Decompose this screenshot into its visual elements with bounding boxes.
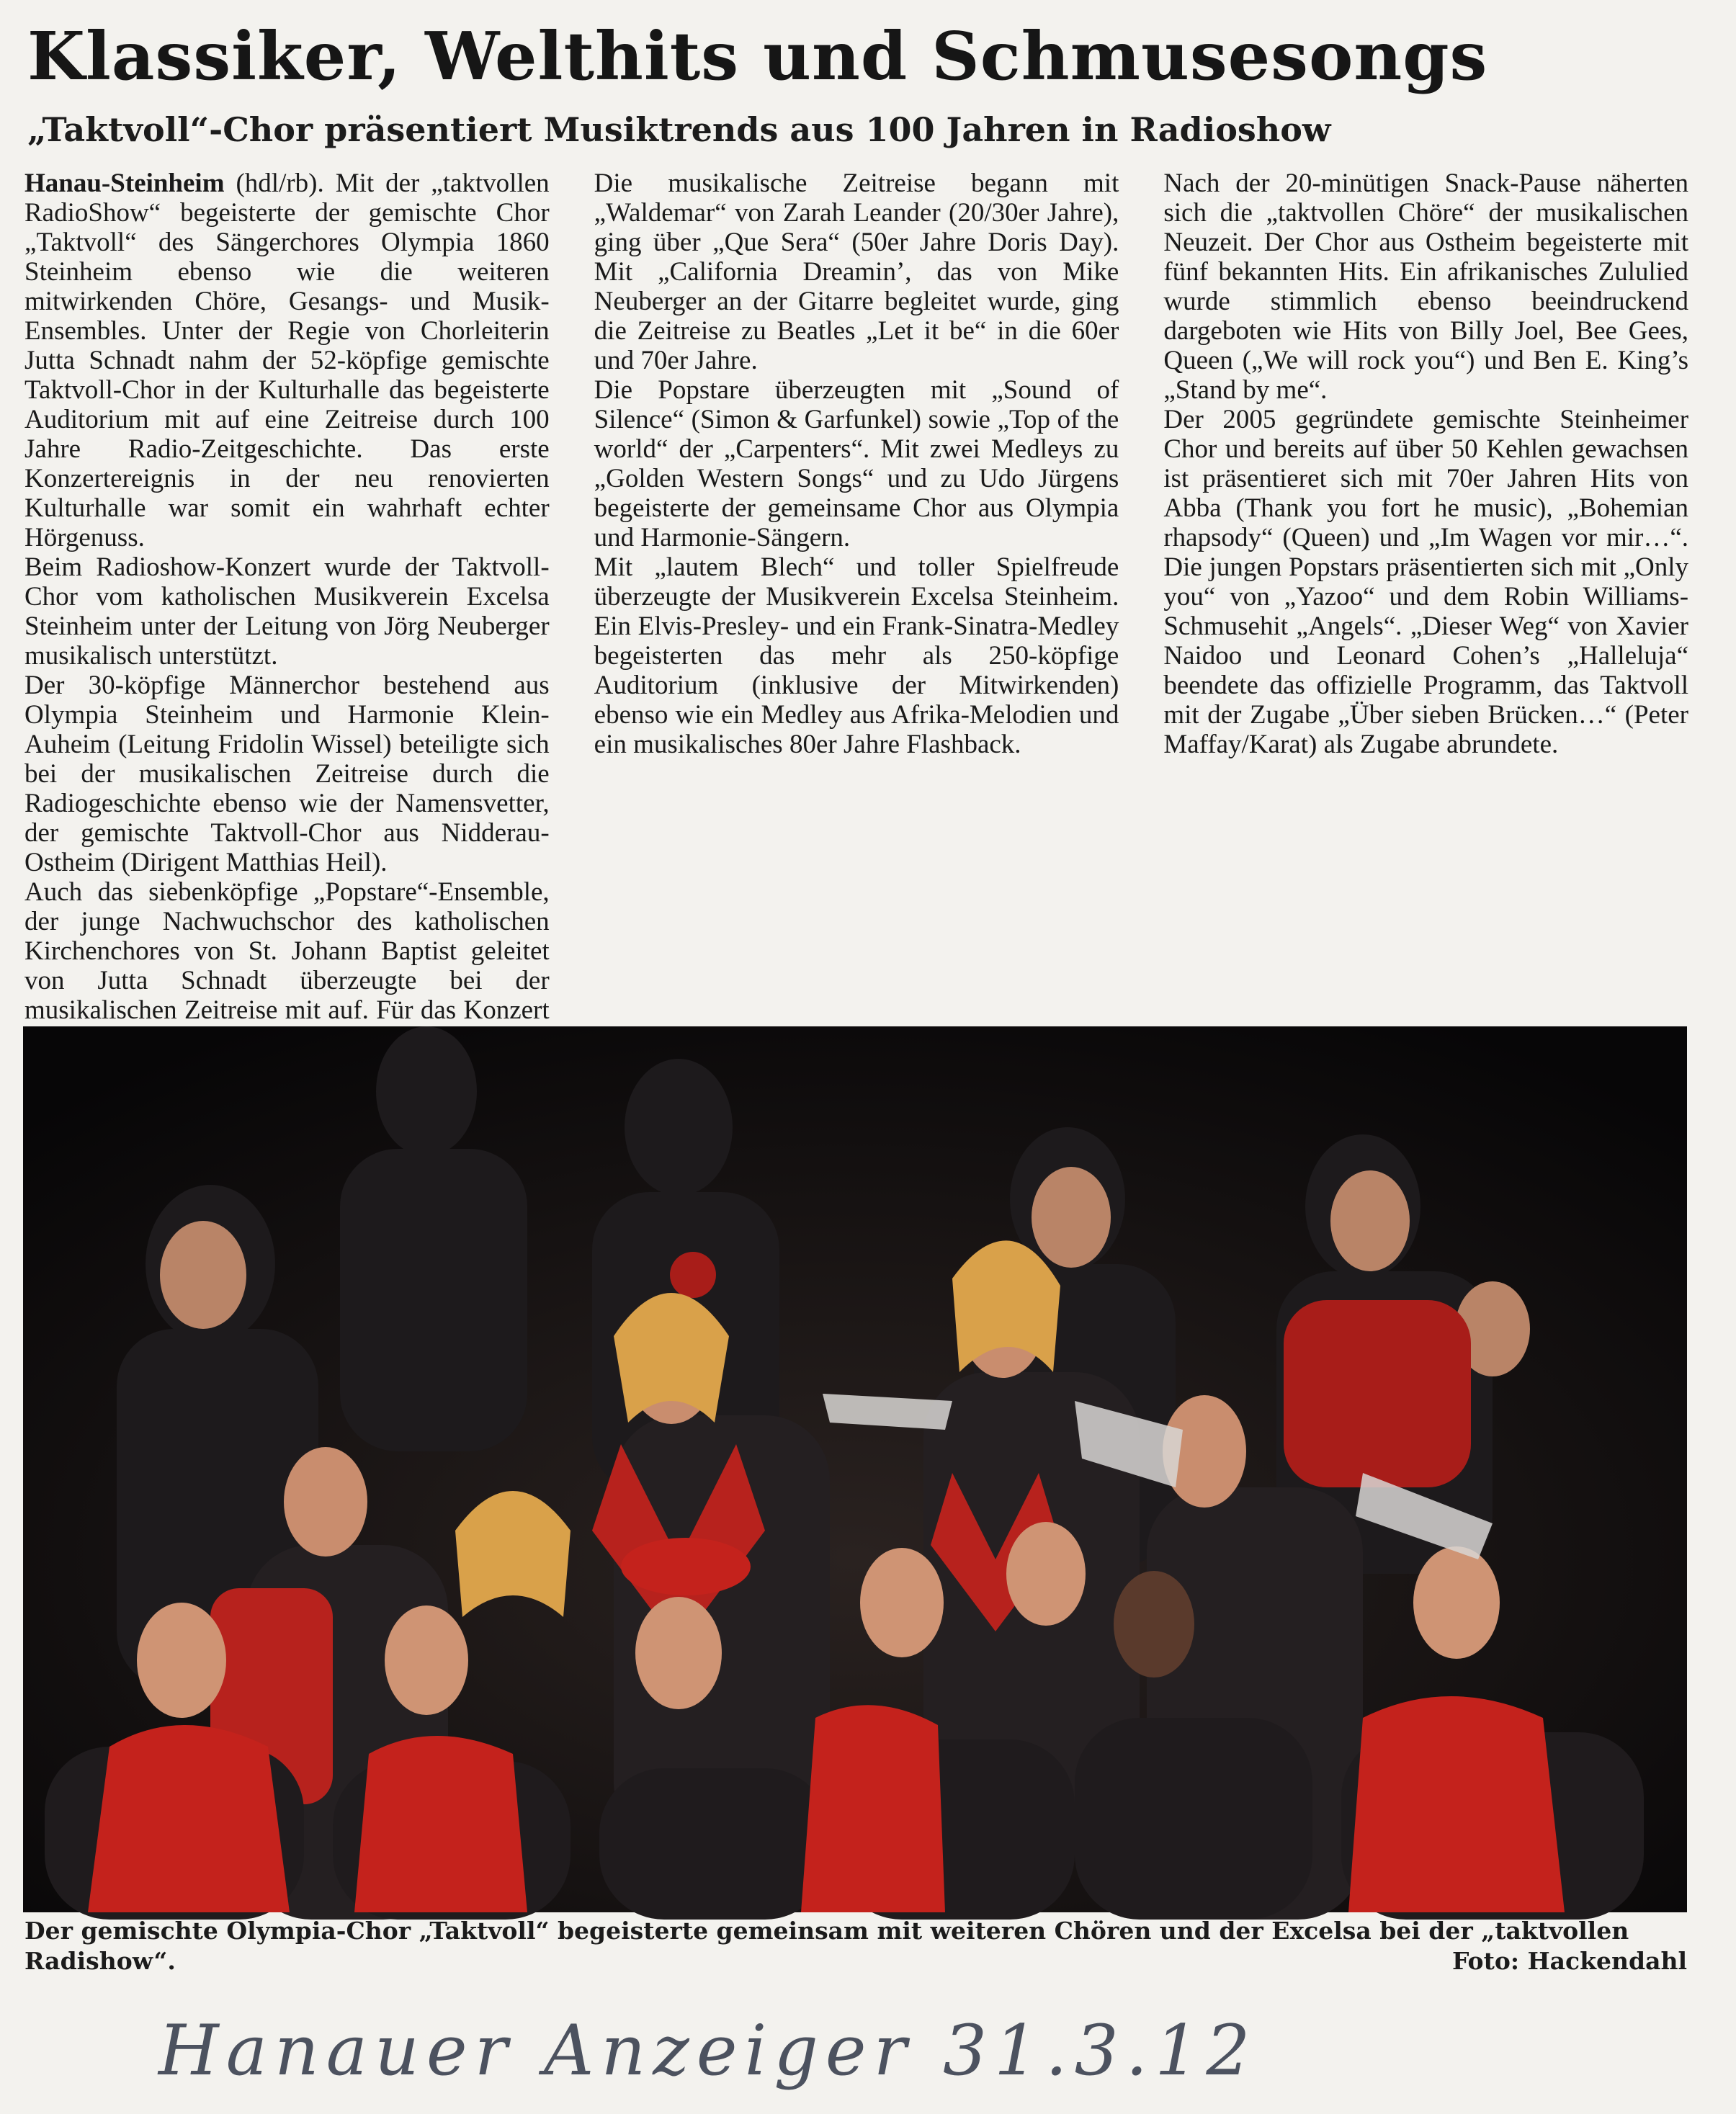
paragraph xyxy=(24,169,550,552)
paragraph: Beim Radioshow-Konzert wurde der Taktvoll-Chor vom katholischen Musikverein Excelsa Steinheim unter der Leitung von Jörg Neuberger musikalisch unterstützt. xyxy=(24,552,550,671)
photo-caption: Der gemischte Olympia-Chor „Taktvoll“ begeisterte gemeinsam mit weiteren Chören und der Excelsa bei der „taktvollen Radishow“. xyxy=(24,1917,1629,1975)
paragraph: Die Popstare überzeugten mit „Sound of Silence“ (Simon & Garfunkel) sowie „Top of the world“ der „Carpenters“. Mit zwei Medleys zu „Golden Western Songs“ und zu Udo Jürgens begeisterte der gemeinsame Chor aus Olympia und Harmonie-Sängern. xyxy=(594,375,1119,552)
svg-text:Hanauer Anzeiger 31.3.12: Hanauer Anzeiger 31.3.12 xyxy=(158,2010,1258,2091)
article-body xyxy=(24,169,1689,1025)
paragraph: Der 30-köpfige Männerchor bestehend aus Olympia Steinheim und Harmonie Klein-Auheim (Leitung Fridolin Wissel) beteiligte sich bei der musikalischen Zeitreise durch die Radiogeschichte ebenso wie der Namensvetter, der gemischte Taktvoll-Chor aus Nidderau-Ostheim (Dirigent Matthias Heil). xyxy=(24,671,550,877)
photo-credit: Foto: Hackendahl xyxy=(1451,1947,1687,1975)
paragraph: Der 2005 gegründete gemischte Steinheimer Chor und bereits auf über 50 Kehlen gewachsen ist präsentieret sich mit 70er Jahren Hits von Abba (Thank you fort he music), „Bohemian rhapsody“ (Queen) und „Im Wagen vor mir…“. Die jungen Popstars präsentierten sich mit „Only you“ von „Yazoo“ und dem Robin Williams-Schmusehit „Angels“. „Dieser Weg“ von Xavier Naidoo und Leonard Cohen’s „Halleluja“ beendete das offizielle Programm, das Taktvoll mit der Zugabe „Über sieben Brücken…“ (Peter Maffay/Karat) als Zugabe abrundete. xyxy=(1163,405,1689,759)
dateline: Hanau-Steinheim xyxy=(24,169,225,198)
headline: Klassiker, Welthits und Schmusesongs xyxy=(27,17,1488,95)
paragraph: Die musikalische Zeitreise begann mit „Waldemar“ von Zarah Leander (20/30er Jahre), ging über „Que Sera“ (50er Jahre Doris Day). Mit „California Dreamin’, das von Mike Neuberger an der Gitarre begleitet wurde, ging die Zeitreise zu Beatles „Let it be“ in die 60er und 70er Jahre. xyxy=(594,169,1119,375)
choir-photo xyxy=(23,1026,1687,1912)
paragraph: Mit „lautem Blech“ und toller Spielfreude überzeugte der Musikverein Excelsa Steinheim. Ein Elvis-Presley- und ein Frank-Sinatra-Medley begeisterten das mehr als 250-köpfige Auditorium (inklusive der Mitwirkenden) ebenso wie ein Medley aus Afrika-Melodien und ein musikalisches 80er Jahre Flashback. xyxy=(594,552,1119,759)
column-1 xyxy=(24,169,550,1025)
handwritten-note xyxy=(158,1995,1258,2103)
paragraph-text: (hdl/rb). Mit der „taktvollen RadioShow“ begeisterte der gemischte Chor „Taktvoll“ des Sängerchores Olympia 1860 Steinheim ebenso wie die weiteren mitwirkenden Chöre, Gesangs- und Musik-Ensembles. Unter der Regie von Chorleiterin Jutta Schnadt nahm der 52-köpfige gemischte Taktvoll-Chor in der Kulturhalle das begeisterte Auditorium mit auf eine Zeitreise durch 100 Jahre Radio-Zeitgeschichte. Das erste Konzertereignis in der neu renovierten Kulturhalle war somit ein wahrhaft echter Hörgenuss. xyxy=(24,169,550,552)
paragraph: Nach der 20-minütigen Snack-Pause näherten sich die „taktvollen Chöre“ der musikalischen Neuzeit. Der Chor aus Ostheim begeisterte mit fünf bekannten Hits. Ein afrikanisches Zululied wurde stimmlich ebenso beeindruckend dargeboten wie Hits von Billy Joel, Bee Gees, Queen („We will rock you“) und Ben E. King’s „Stand by me“. xyxy=(1163,169,1689,405)
column-2 xyxy=(594,169,1119,1004)
subheadline: „Taktvoll“-Chor präsentiert Musiktrends aus 100 Jahren in Radioshow xyxy=(27,110,1331,149)
choir-photo-illustration xyxy=(23,1026,1687,1912)
handwritten-note-text xyxy=(158,1995,1258,2103)
column-3 xyxy=(1163,169,1688,1004)
paragraph: Auch das siebenköpfige „Popstare“-Ensemble, der junge Nachwuchschor des katholischen Kirchenchores von St. Johann Baptist geleitet von Jutta Schnadt überzeugte bei der musikalischen Zeitreise mit auf. Für das Konzert xyxy=(24,877,550,1025)
